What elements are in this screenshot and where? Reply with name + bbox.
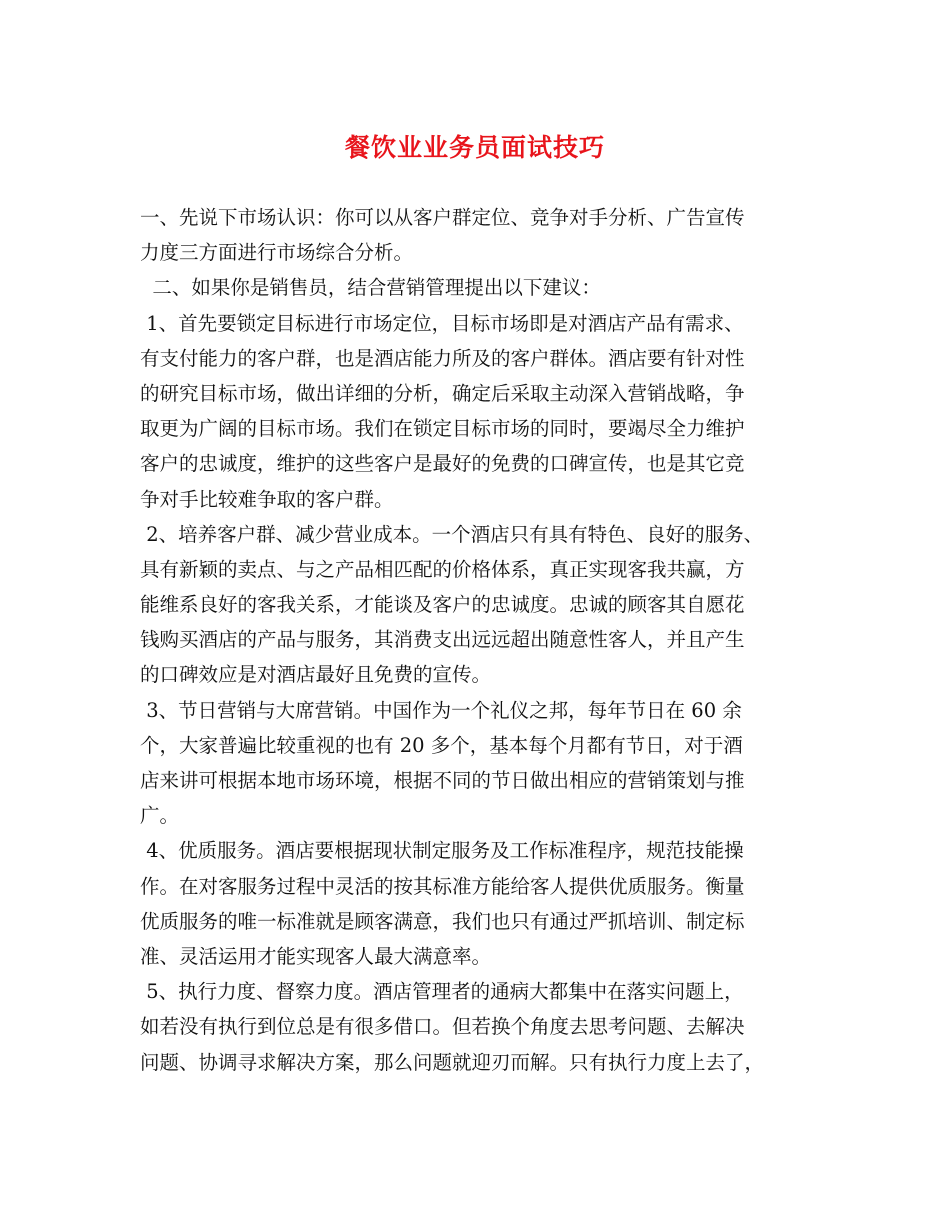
body-line: 钱购买酒店的产品与服务，其消费支出远远超出随意性客人，并且产生	[140, 628, 745, 652]
body-line: 具有新颖的卖点、与之产品相匹配的价格体系，真正实现客我共赢，方	[140, 557, 745, 581]
body-line: 3、节日营销与大席营销。中国作为一个礼仪之邦，每年节日在 60 余	[140, 698, 742, 722]
body-line: 如若没有执行到位总是有很多借口。但若换个角度去思考问题、去解决	[140, 1015, 745, 1039]
body-line: 有支付能力的客户群，也是酒店能力所及的客户群体。酒店要有针对性	[140, 346, 745, 370]
body-line: 的研究目标市场，做出详细的分析，确定后采取主动深入营销战略，争	[140, 381, 745, 405]
body-line: 5、执行力度、督察力度。酒店管理者的通病大都集中在落实问题上，	[140, 980, 744, 1004]
body-line: 个，大家普遍比较重视的也有 20 多个，基本每个月都有节日，对于酒	[140, 733, 743, 757]
body-line: 店来讲可根据本地市场环境，根据不同的节日做出相应的营销策划与推	[140, 769, 745, 792]
body-line: 争对手比较难争取的客户群。	[140, 487, 394, 511]
body-line: 二、如果你是销售员，结合营销管理提出以下建议：	[140, 276, 601, 300]
body-line: 准、灵活运用才能实现客人最大满意率。	[140, 944, 492, 968]
body-line: 一、先说下市场认识：你可以从客户群定位、竞争对手分析、广告宣传	[140, 206, 745, 229]
body-line: 1、首先要锁定目标进行市场定位，目标市场即是对酒店产品有需求、	[140, 311, 744, 335]
body-line: 力度三方面进行市场综合分析。	[140, 241, 414, 265]
body-line: 4、优质服务。酒店要根据现状制定服务及工作标准程序，规范技能操	[140, 839, 744, 863]
document-body	[140, 200, 830, 1080]
document-title: 餐饮业业务员面试技巧	[344, 133, 605, 162]
body-line: 作。在对客服务过程中灵活的按其标准方能给客人提供优质服务。衡量	[140, 874, 745, 898]
body-line: 的口碑效应是对酒店最好且免费的宣传。	[140, 663, 492, 687]
body-line: 问题、协调寻求解决方案，那么问题就迎刃而解。只有执行力度上去了，	[140, 1050, 765, 1074]
body-line: 广。	[140, 804, 180, 828]
body-line: 优质服务的唯一标准就是顾客满意，我们也只有通过严抓培训、制定标	[140, 909, 745, 933]
body-line: 客户的忠诚度，维护的这些客户是最好的免费的口碑宣传，也是其它竞	[140, 452, 745, 476]
body-line: 取更为广阔的目标市场。我们在锁定目标市场的同时，要竭尽全力维护	[140, 417, 745, 441]
body-line: 能维系良好的客我关系，才能谈及客户的忠诚度。忠诚的顾客其自愿花	[140, 593, 745, 617]
body-line: 2、培养客户群、减少营业成本。一个酒店只有具有特色、良好的服务、	[140, 522, 764, 546]
